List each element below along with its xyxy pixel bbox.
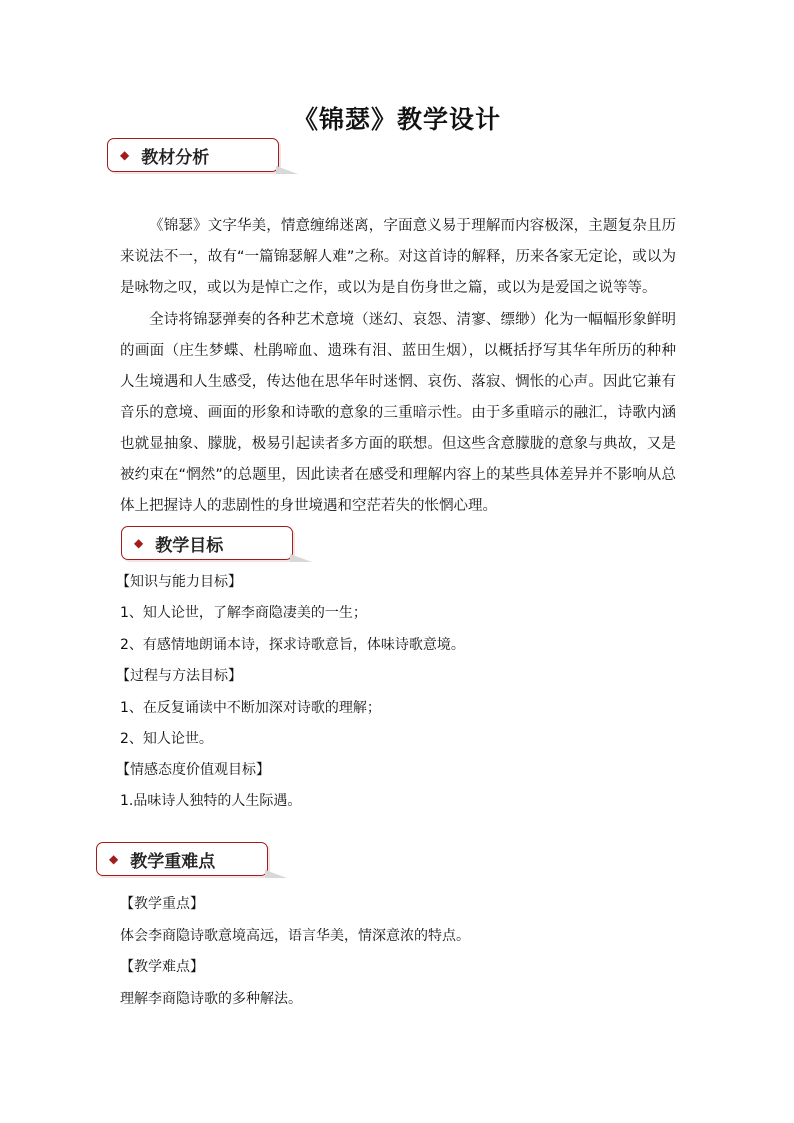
section-heading-analysis xyxy=(107,138,279,172)
section-heading-goals xyxy=(121,526,293,560)
knowledge-goal-item: 1、知人论世，了解李商隐凄美的一生； xyxy=(120,605,367,621)
process-goal-item: 1、在反复诵读中不断加深对诗歌的理解； xyxy=(120,700,381,716)
difficulty-text: 理解李商隐诗歌的多种解法。 xyxy=(120,991,302,1007)
diamond-icon: ◆ xyxy=(109,852,119,866)
analysis-paragraph-1: 《锦瑟》文字华美，情意缠绵迷离，字面意义易于理解而内容极深，主题复杂且历来说法不一，故有“一篇锦瑟解人难”之称。对这首诗的解释，历来各家无定论，或以为是咏物之叹，或以为是悼亡之作，或以为是自伤身世之篇，或以为是爱国之说等等。 xyxy=(120,218,676,296)
section-heading-label: 教学重难点 xyxy=(130,851,216,872)
process-goal-item: 2、知人论世。 xyxy=(120,731,213,747)
section-heading-key-points xyxy=(96,842,268,876)
focus-text: 体会李商隐诗歌意境高远，语言华美，情深意浓的特点。 xyxy=(120,928,470,944)
knowledge-goal-title: 【知识与能力目标】 xyxy=(116,574,242,590)
section-heading-label: 教学目标 xyxy=(155,535,224,556)
difficulty-title: 【教学难点】 xyxy=(120,959,204,975)
process-goal-title: 【过程与方法目标】 xyxy=(116,668,242,684)
page-title: 《锦瑟》教学设计 xyxy=(292,105,501,134)
diamond-icon: ◆ xyxy=(120,148,130,162)
focus-title: 【教学重点】 xyxy=(120,896,204,912)
diamond-icon: ◆ xyxy=(134,536,144,550)
emotion-goal-title: 【情感态度价值观目标】 xyxy=(116,762,270,778)
analysis-paragraph-2: 全诗将锦瑟弹奏的各种艺术意境（迷幻、哀怨、清寥、缥缈）化为一幅幅形象鲜明的画面（庄生梦蝶、杜鹃啼血、遗珠有泪、蓝田生烟），以概括抒写其华年所历的种种人生境遇和人生感受，传达他在思华年时迷惘、哀伤、落寂、惆怅的心声。因此它兼有音乐的意境、画面的形象和诗歌的意象的三重暗示性。由于多重暗示的融汇，诗歌内涵也就显抽象、朦胧，极易引起读者多方面的联想。但这些含意朦胧的意象与典故，又是被约束在“惘然”的总题里，因此读者在感受和理解内容上的某些具体差异并不影响从总体上把握诗人的悲剧性的身世境遇和空茫若失的怅惘心理。 xyxy=(120,312,676,514)
knowledge-goal-item: 2、有感情地朗诵本诗，探求诗歌意旨，体味诗歌意境。 xyxy=(120,637,465,653)
emotion-goal-item: 1.品味诗人独特的人生际遇。 xyxy=(120,793,302,809)
section-heading-label: 教材分析 xyxy=(141,147,210,168)
